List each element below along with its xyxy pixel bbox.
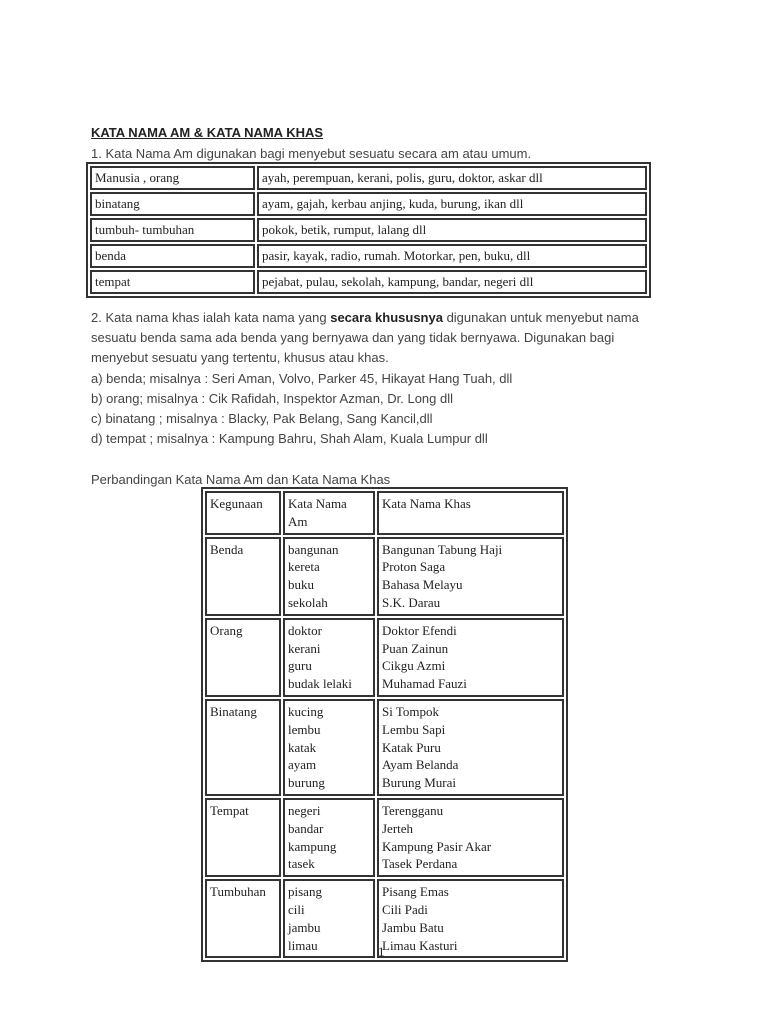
header-kata-nama-am: Kata Nama Am [283,491,375,535]
khas-item: Katak Puru [382,739,441,755]
kegunaan-cell: Orang [205,618,281,697]
kata-nama-am-cell [283,537,375,616]
table-row [90,270,647,294]
table-row [90,244,647,268]
list-item: b) orang; misalnya : Cik Rafidah, Inspektor Azman, Dr. Long dll [91,391,454,406]
section2-line3: menyebut sesuatu yang tertentu, khusus atau khas. [91,350,389,365]
khas-item: Limau Kasturi [382,937,458,953]
kegunaan-cell: Tumbuhan [205,879,281,958]
table-row [205,798,564,877]
kegunaan-cell: Benda [205,537,281,616]
am-item: kerani [288,640,321,656]
section2-line2: sesuatu benda sama ada benda yang bernyawa dan yang tidak bernyawa. Digunakan bagi [91,330,615,345]
kata-nama-khas-cell [377,879,564,958]
am-item: burung [288,775,325,791]
am-item: doktor [288,622,322,638]
kata-nama-khas-cell [377,699,564,796]
khas-item: Lembu Sapi [382,721,446,737]
khas-item: Doktor Efendi [382,622,457,638]
examples-cell: pokok, betik, rumput, lalang dll [257,218,647,242]
kata-nama-khas-cell [377,537,564,616]
header-kata-nama-khas: Kata Nama Khas [377,491,564,535]
am-item: jambu [288,919,321,935]
page-title: KATA NAMA AM & KATA NAMA KHAS [91,125,324,140]
section1-intro: 1. Kata Nama Am digunakan bagi menyebut sesuatu secara am atau umum. [91,146,532,161]
khas-item: Puan Zainun [382,640,449,656]
am-item: buku [288,577,314,593]
category-cell: tumbuh- tumbuhan [90,218,255,242]
khas-item: Kampung Pasir Akar [382,838,492,854]
comparison-caption: Perbandingan Kata Nama Am dan Kata Nama Khas [91,472,391,487]
list-item: d) tempat ; misalnya : Kampung Bahru, Shah Alam, Kuala Lumpur dll [91,431,488,446]
category-cell: Manusia , orang [90,166,255,190]
khas-item: Si Tompok [382,703,440,719]
khas-item: Muhamad Fauzi [382,676,467,692]
am-item: tasek [288,856,315,872]
category-cell: binatang [90,192,255,216]
am-item: lembu [288,721,321,737]
category-cell: benda [90,244,255,268]
am-item: sekolah [288,594,328,610]
khas-item: Bahasa Melayu [382,577,463,593]
examples-cell: pejabat, pulau, sekolah, kampung, bandar, negeri dll [257,270,647,294]
category-cell: tempat [90,270,255,294]
kegunaan-cell: Binatang [205,699,281,796]
table-row [205,618,564,697]
am-item: bandar [288,820,324,836]
table-row [90,192,647,216]
khas-item: Pisang Emas [382,884,449,900]
table-row [90,218,647,242]
khas-item: Burung Murai [382,775,457,791]
page-number: 1 [378,944,385,959]
kegunaan-cell: Tempat [205,798,281,877]
section2-line1: 2. Kata nama khas ialah kata nama yang secara khususnya digunakan untuk menyebut nama [91,310,639,325]
am-item: negeri [288,802,321,818]
khas-item: Proton Saga [382,559,446,575]
kata-nama-am-table [86,162,651,298]
khas-item: Ayam Belanda [382,757,459,773]
table-row [205,537,564,616]
comparison-table [201,487,568,962]
am-item: ayam [288,757,317,773]
examples-cell: pasir, kayak, radio, rumah. Motorkar, pen, buku, dll [257,244,647,268]
am-item: bangunan [288,541,339,557]
table-row [90,166,647,190]
kata-nama-am-cell [283,798,375,877]
khas-item: Tasek Perdana [382,856,458,872]
khas-item: Bangunan Tabung Haji [382,541,503,557]
khas-item: Cikgu Azmi [382,658,446,674]
am-item: cili [288,901,305,917]
am-item: kampung [288,838,337,854]
kata-nama-khas-cell [377,798,564,877]
list-item: c) binatang ; misalnya : Blacky, Pak Belang, Sang Kancil,dll [91,411,433,426]
khas-item: Cili Padi [382,901,428,917]
am-item: kereta [288,559,320,575]
table-row [205,879,564,958]
khas-item: Terengganu [382,802,444,818]
am-item: pisang [288,884,322,900]
am-item: limau [288,937,318,953]
am-item: kucing [288,703,324,719]
am-item: katak [288,739,317,755]
am-item: guru [288,658,312,674]
kata-nama-am-cell [283,699,375,796]
kata-nama-khas-cell [377,618,564,697]
examples-cell: ayam, gajah, kerbau anjing, kuda, burung, ikan dll [257,192,647,216]
table-header-row [205,491,564,535]
header-kegunaan: Kegunaan [205,491,281,535]
examples-cell: ayah, perempuan, kerani, polis, guru, doktor, askar dll [257,166,647,190]
am-item: budak lelaki [288,676,352,692]
khas-item: Jambu Batu [382,919,444,935]
kata-nama-am-cell [283,618,375,697]
khas-item: S.K. Darau [382,594,441,610]
list-item: a) benda; misalnya : Seri Aman, Volvo, Parker 45, Hikayat Hang Tuah, dll [91,371,513,386]
table-row [205,699,564,796]
khas-item: Jerteh [382,820,414,836]
kata-nama-am-cell [283,879,375,958]
